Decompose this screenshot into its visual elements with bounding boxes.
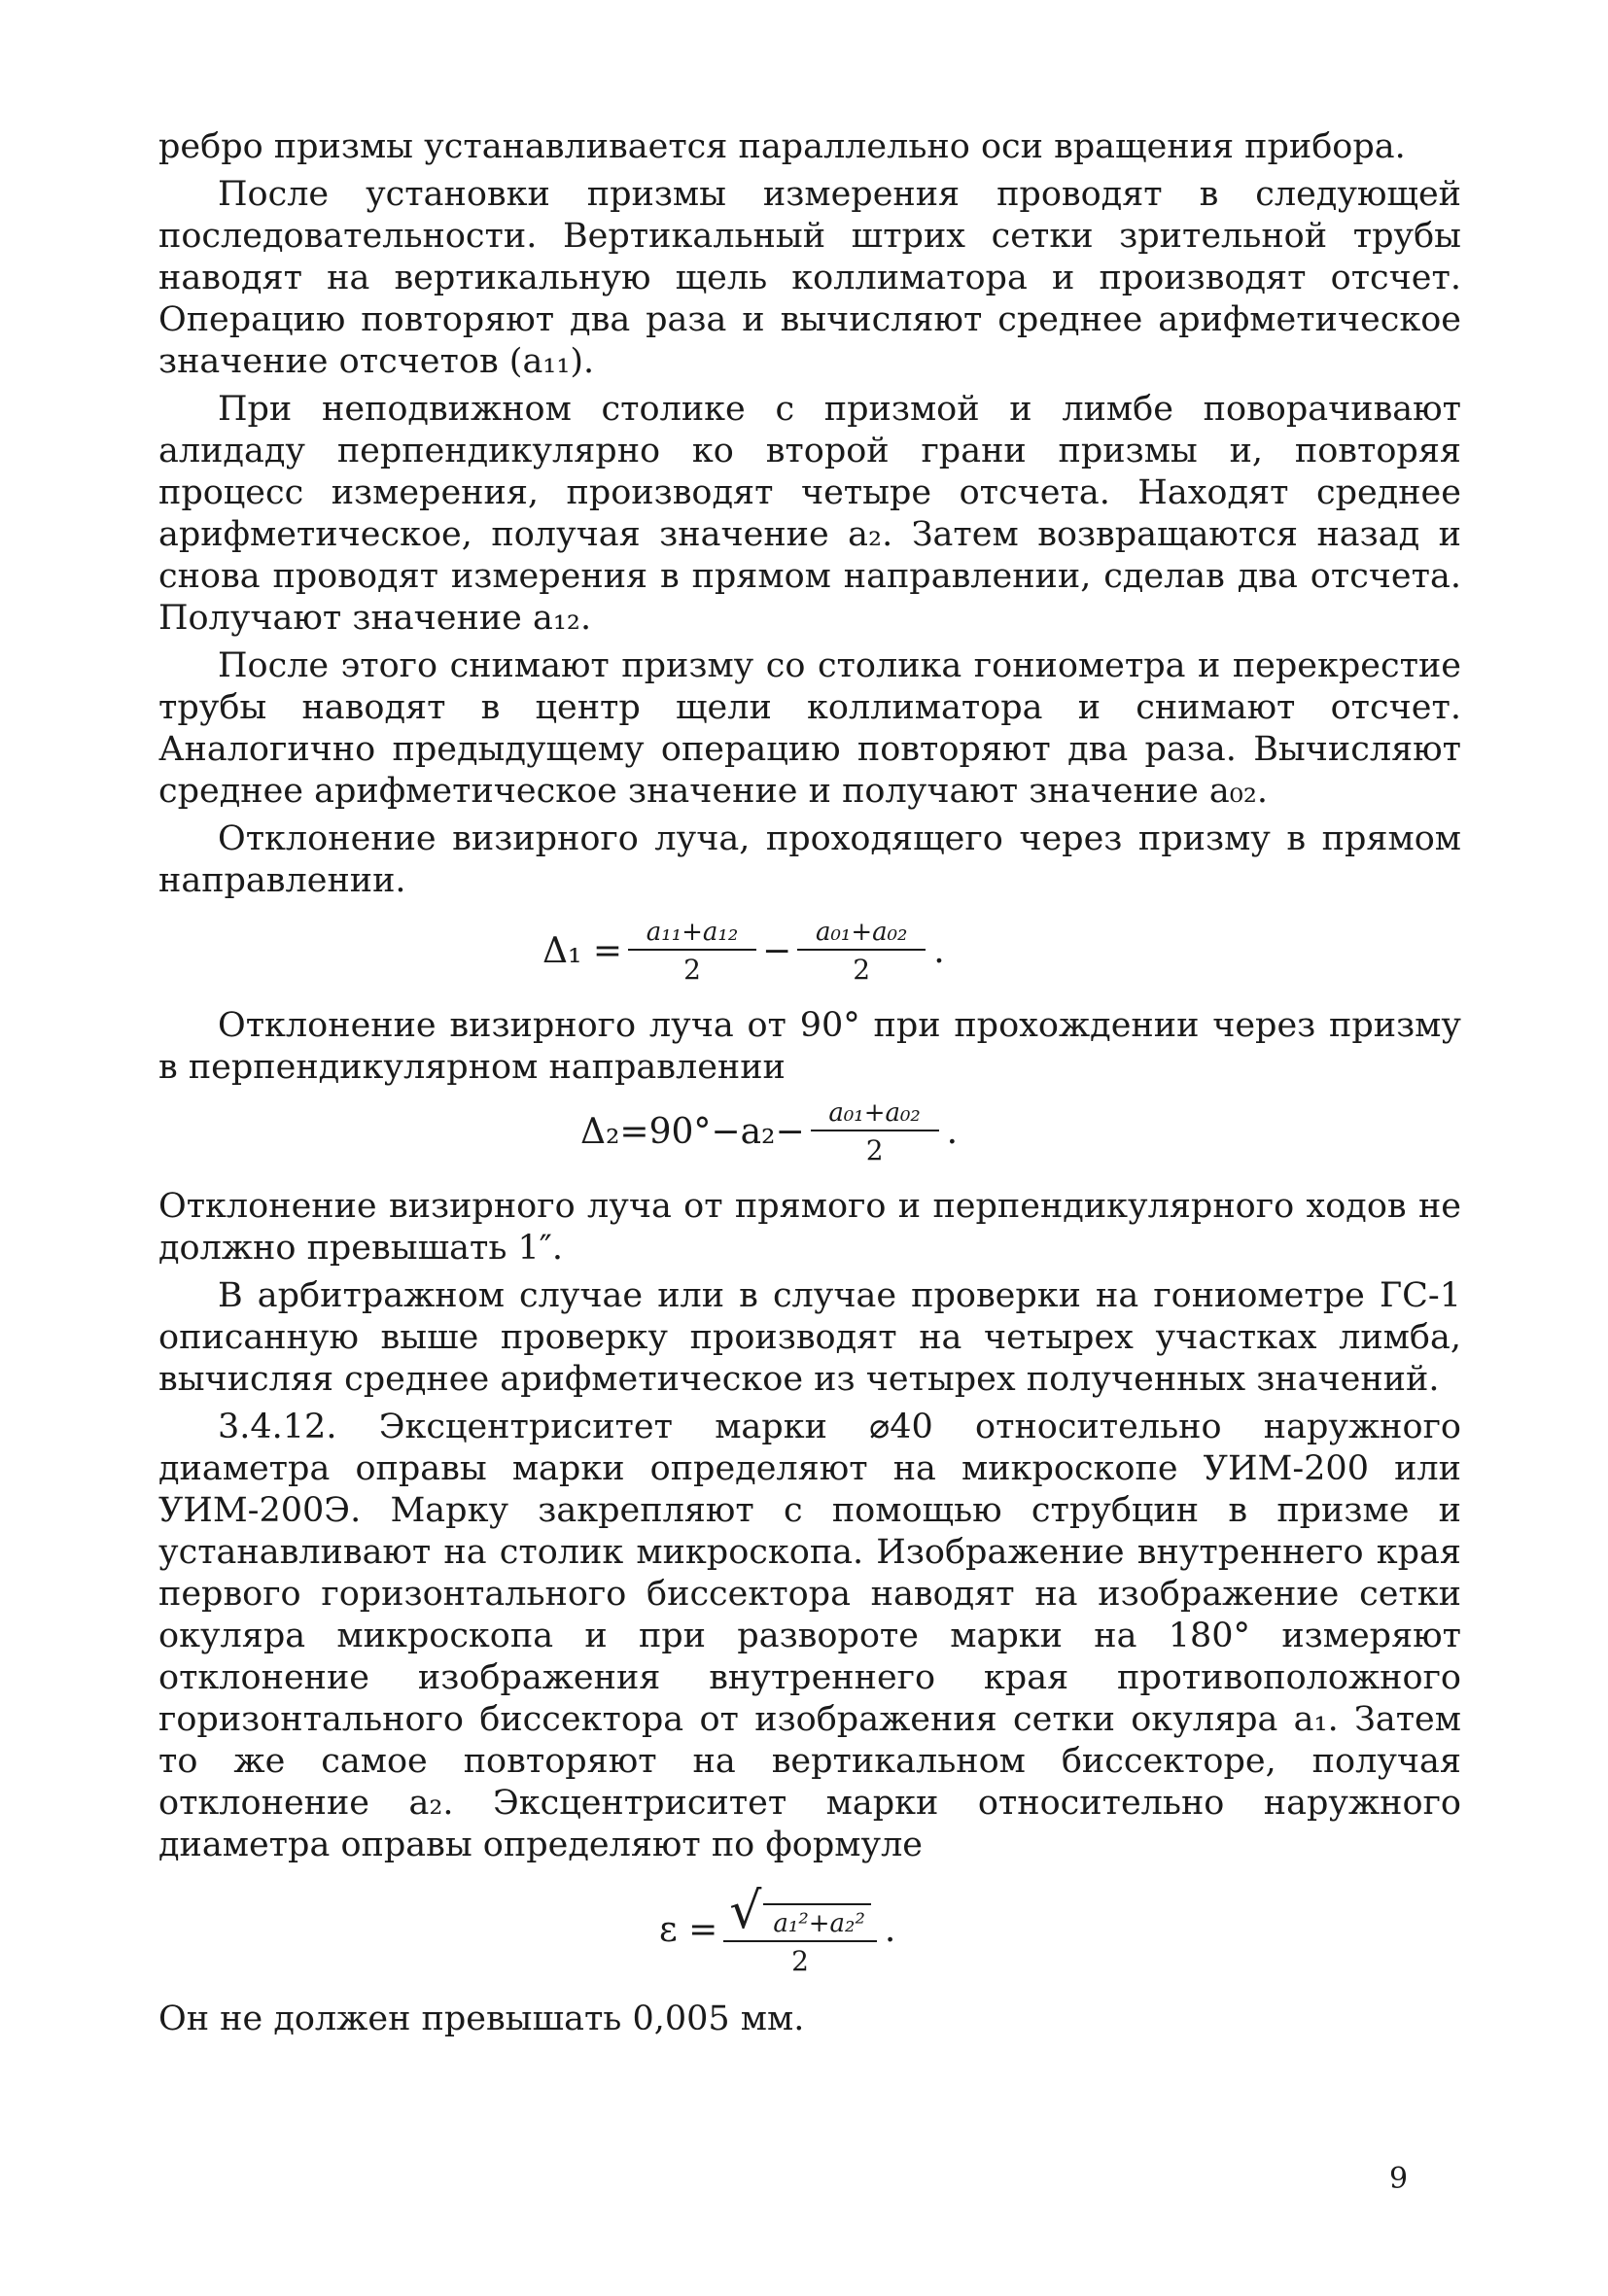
formula-delta-1-fraction-2 (797, 920, 926, 984)
paragraph-arbitration: В арбитражном случае или в случае проверки на гониометре ГС-1 описанную выше проверку производят на четырех участках лимба, вычисляя среднее арифметическое из четырех полученных значений. (158, 1276, 1461, 1399)
paragraph-deviation-direct: Отклонение визирного луча, проходящего через призму в прямом направлении. (158, 819, 1461, 900)
paragraph-deviation-limit: Отклонение визирного луча от прямого и перпендикулярного ходов не должно превышать 1″. (158, 1187, 1461, 1268)
paragraph-prism-edge: ребро призмы устанавливается параллельно оси вращения прибора. (158, 127, 1406, 166)
formula-delta-2-lhs: Δ₂=90°−a₂− (580, 1112, 805, 1152)
formula-delta-1-numerator-2: a₀₁+a₀₂ (797, 920, 926, 951)
formula-delta-2-numerator: a₀₁+a₀₂ (811, 1100, 939, 1131)
formula-eccentricity-numerator (723, 1882, 877, 1942)
formula-delta-2-period: . (946, 1112, 959, 1152)
formula-eccentricity-fraction (723, 1882, 877, 1977)
formula-eccentricity-denominator: 2 (791, 1945, 809, 1977)
formula-delta-2-denominator: 2 (865, 1134, 884, 1166)
formula-delta-1-period: . (933, 931, 945, 971)
formula-delta-1-denominator-1: 2 (683, 954, 701, 986)
formula-delta-1-lhs: Δ₁ = (542, 931, 623, 971)
formula-delta-2 (580, 1100, 1461, 1165)
paragraph-alidade-rotation: При неподвижном столике с призмой и лимбе поворачивают алидаду перпендикулярно ко второй грани призмы и, повторяя процесс измерения, производят четыре отсчета. Находят среднее арифметическое, получая значение a₂. Затем возвращаются назад и снова проводят измерения в прямом направлении, сделав два отсчета. Получают значение a₁₂. (158, 390, 1461, 638)
formula-eccentricity (659, 1882, 1461, 1977)
formula-delta-1-operator: − (762, 931, 792, 971)
formula-delta-2-fraction (811, 1100, 939, 1165)
formula-delta-1-fraction-1 (628, 920, 756, 984)
formula-delta-1-denominator-2: 2 (853, 954, 871, 986)
formula-eccentricity-period: . (884, 1910, 896, 1950)
formula-delta-1-numerator-1: a₁₁+a₁₂ (628, 920, 756, 951)
formula-delta-1 (542, 920, 1461, 984)
page-number: 9 (1389, 2162, 1409, 2196)
formula-eccentricity-radicand: a₁²+a₂² (763, 1903, 870, 1936)
paragraph-remove-prism: После этого снимают призму со столика гониометра и перекрестие трубы наводят в центр щели коллиматора и снимают отсчет. Аналогично предыдущему операцию повторяют два раза. Вычисляют среднее арифметическое значение и получают значение a₀₂. (158, 646, 1461, 811)
paragraph-section-3-4-12: 3.4.12. Эксцентриситет марки ⌀40 относительно наружного диаметра оправы марки определяют на микроскопе УИМ-200 или УИМ-200Э. Марку закрепляют с помощью струбцин в призме и устанавливают на столик микроскопа. Изображение внутреннего края первого горизонтального биссектора наводят на изображение сетки окуляра микроскопа и при развороте марки на 180° измеряют отклонение изображения внутреннего края противоположного горизонтального биссектора от изображения сетки окуляра a₁. Затем то же самое повторяют на вертикальном биссекторе, получая отклонение a₂. Эксцентриситет марки относительно наружного диаметра оправы определяют по формуле (158, 1408, 1461, 1864)
paragraph-measurement-sequence: После установки призмы измерения проводят в следующей последовательности. Вертикальный штрих сетки зрительной трубы наводят на вертикальную щель коллиматора и производят отсчет. Операцию повторяют два раза и вычисляют среднее арифметическое значение отсчетов (a₁₁). (158, 175, 1461, 381)
paragraph-eccentricity-limit: Он не должен превышать 0,005 мм. (158, 2000, 805, 2038)
square-root-icon: √ (729, 1882, 762, 1940)
paragraph-deviation-90: Отклонение визирного луча от 90° при прохождении через призму в перпендикулярном направлении (158, 1006, 1461, 1087)
formula-eccentricity-lhs: ε = (659, 1910, 718, 1950)
document-page (158, 126, 1461, 2040)
